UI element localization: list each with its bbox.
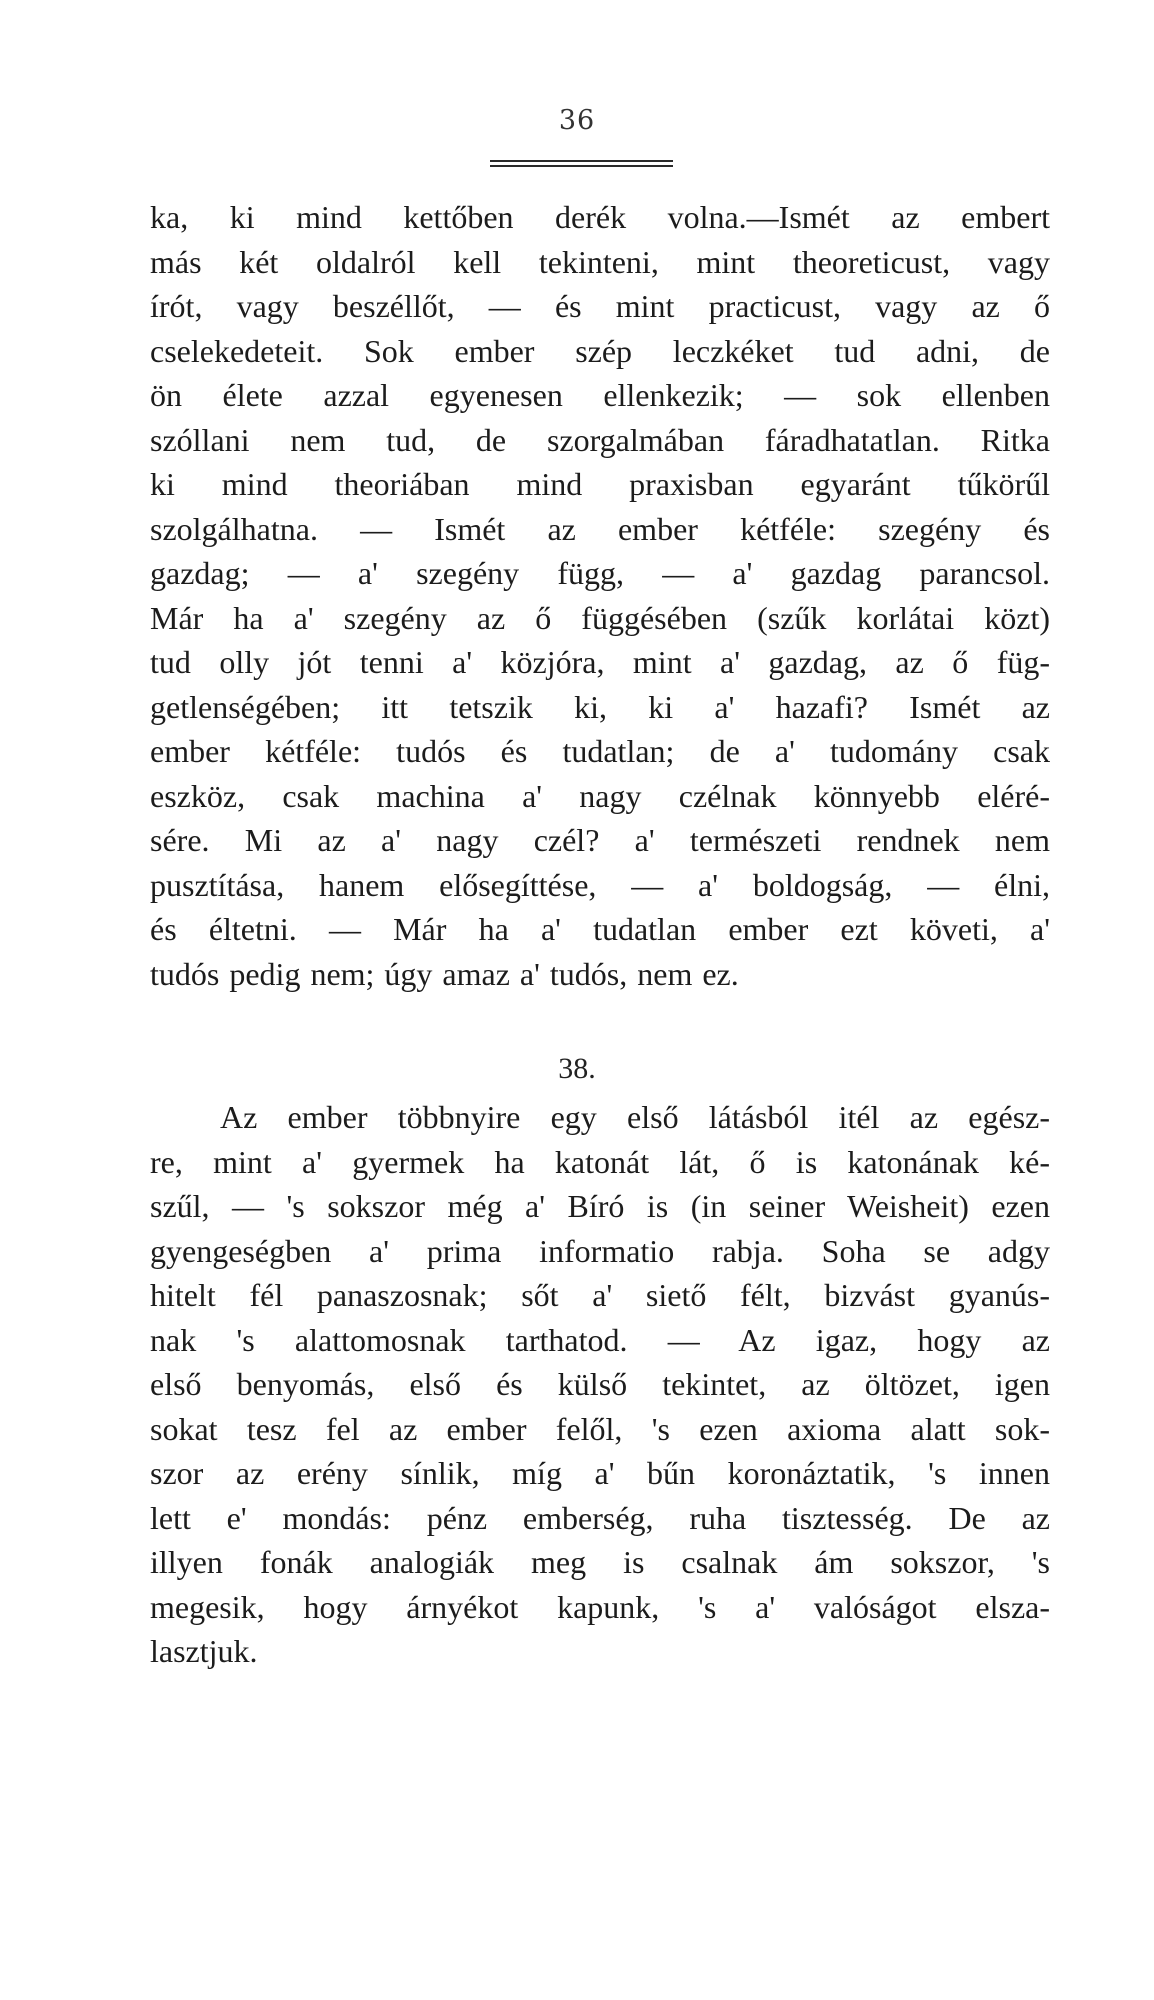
header-rule [490,160,673,167]
text-line: szor az erény sínlik, míg a' bűn koronáztatik, 's innen [150,1455,1050,1491]
text-line: ka, ki mind kettőben derék volna.—Ismét az embert [150,199,1050,235]
page-number: 36 [558,105,596,136]
text-line: szűl, — 's sokszor még a' Bíró is (in seiner Weisheit) ezen [150,1188,1050,1224]
text-line: ember kétféle: tudós és tudatlan; de a' tudomány csak [150,733,1050,769]
text-line: és éltetni. — Már ha a' tudatlan ember ezt követi, a' [150,911,1050,947]
text-line: gazdag; — a' szegény függ, — a' gazdag parancsol. [150,555,1050,591]
paragraph-2 [150,1095,1050,1674]
text-line: ön élete azzal egyenesen ellenkezik; — sok ellenben [150,377,1050,413]
paragraph-1 [150,195,1050,996]
text-line: szolgálhatna. — Ismét az ember kétféle: szegény és [150,510,1050,547]
text-line: más két oldalról kell tekinteni, mint theoreticust, vagy [150,243,1050,280]
section-number: 38. [558,1052,596,1085]
text-line: eszköz, csak machina a' nagy czélnak könnyebb eléré- [150,777,1050,814]
text-line: lasztjuk. [150,1633,258,1669]
text-line: szóllani nem tud, de szorgalmában fáradhatatlan. Ritka [150,421,1050,458]
text-line: cselekedeteit. Sok ember szép leczkéket tud adni, de [150,332,1050,369]
text-line: Már ha a' szegény az ő függésében (szűk korlátai közt) [150,599,1050,636]
text-line: sokat tesz fel az ember felől, 's ezen axioma alatt sok- [150,1410,1050,1447]
text-line: hitelt fél panaszosnak; sőt a' siető félt, bizvást gyanús- [150,1277,1050,1313]
text-line: re, mint a' gyermek ha katonát lát, ő is katonának ké- [150,1143,1050,1180]
text-line: pusztítása, hanem elősegíttése, — a' boldogság, — élni, [150,866,1050,903]
text-line: gyengeségben a' prima informatio rabja. Soha se adgy [150,1232,1050,1269]
text-line: ki mind theoriában mind praxisban egyaránt tűkörűl [150,466,1050,502]
text-line: sére. Mi az a' nagy czél? a' természeti rendnek nem [150,822,1050,858]
text-line: tud olly jót tenni a' közjóra, mint a' gazdag, az ő füg- [150,644,1050,680]
text-line: illyen fonák analogiák meg is csalnak ám sokszor, 's [150,1544,1050,1580]
text-line: Az ember többnyire egy első látásból itél az egész- [220,1099,1050,1135]
text-line: megesik, hogy árnyékot kapunk, 's a' valóságot elsza- [150,1588,1050,1625]
text-line: lett e' mondás: pénz emberség, ruha tisztesség. De az [150,1499,1050,1536]
text-line: írót, vagy beszéllőt, — és mint practicust, vagy az ő [150,288,1050,324]
text-line: getlenségében; itt tetszik ki, ki a' hazafi? Ismét az [150,688,1050,725]
text-line: nak 's alattomosnak tarthatod. — Az igaz, hogy az [150,1321,1050,1358]
text-line: tudós pedig nem; úgy amaz a' tudós, nem ez. [150,955,739,992]
text-line: első benyomás, első és külső tekintet, az öltözet, igen [150,1366,1050,1402]
